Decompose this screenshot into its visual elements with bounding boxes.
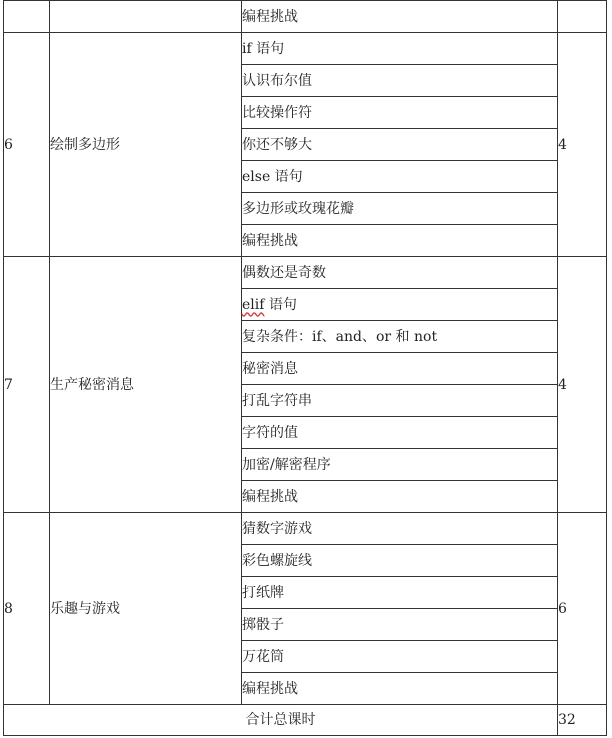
lesson-cell <box>242 193 558 225</box>
unit-name-cell <box>50 1 242 33</box>
hours-cell: 4 <box>558 33 607 257</box>
lesson-cell <box>242 225 558 257</box>
lesson-cell <box>242 65 558 97</box>
lesson-text: 编程挑战 <box>242 488 298 505</box>
lesson-text: if 语句 <box>242 40 285 57</box>
course-schedule-table <box>3 0 607 736</box>
lesson-text: elif 语句 <box>242 296 297 313</box>
lesson-text: 多边形或玫瑰花瓣 <box>242 200 354 217</box>
lesson-text: 猜数字游戏 <box>242 520 312 537</box>
lesson-cell <box>242 417 558 449</box>
total-hours-label: 合计总课时 <box>4 705 558 736</box>
lesson-text: 彩色螺旋线 <box>242 552 312 569</box>
lesson-text: 打纸牌 <box>242 584 284 601</box>
lesson-cell <box>242 321 558 353</box>
lesson-cell <box>242 545 558 577</box>
hours-cell <box>558 1 607 33</box>
table-row <box>4 257 607 289</box>
lesson-text: 偶数还是奇数 <box>242 264 326 281</box>
lesson-cell <box>242 257 558 289</box>
lesson-cell <box>242 673 558 705</box>
unit-name-cell: 生产秘密消息 <box>50 257 242 513</box>
lesson-text: 加密/解密程序 <box>242 456 331 473</box>
lesson-text: 秘密消息 <box>242 360 298 377</box>
lesson-cell <box>242 641 558 673</box>
lesson-cell <box>242 289 558 321</box>
hours-cell: 6 <box>558 513 607 705</box>
spellcheck-flagged-word: elif <box>242 296 265 313</box>
lesson-text: 编程挑战 <box>242 232 298 249</box>
lesson-cell <box>242 449 558 481</box>
lesson-cell <box>242 161 558 193</box>
lesson-cell <box>242 129 558 161</box>
lesson-cell <box>242 481 558 513</box>
lesson-cell <box>242 513 558 545</box>
lesson-cell: 编程挑战 <box>242 1 558 33</box>
lesson-text: 编程挑战 <box>242 680 298 697</box>
lesson-cell <box>242 33 558 65</box>
unit-name-cell: 绘制多边形 <box>50 33 242 257</box>
lesson-text: else 语句 <box>242 168 303 185</box>
table-row <box>4 33 607 65</box>
number-cell <box>4 1 50 33</box>
unit-number-cell: 7 <box>4 257 50 513</box>
hours-cell: 4 <box>558 257 607 513</box>
table-row <box>4 513 607 545</box>
lesson-text: 复杂条件：if、and、or 和 not <box>242 328 438 345</box>
lesson-text: 掷骰子 <box>242 616 284 633</box>
unit-number-cell: 6 <box>4 33 50 257</box>
lesson-text: 字符的值 <box>242 424 298 441</box>
lesson-cell <box>242 97 558 129</box>
lesson-cell <box>242 353 558 385</box>
table-row <box>4 1 607 33</box>
lesson-text: 比较操作符 <box>242 104 312 121</box>
table-body <box>4 1 607 736</box>
total-row <box>4 705 607 736</box>
lesson-text: 认识布尔值 <box>242 72 312 89</box>
lesson-text: 打乱字符串 <box>242 392 312 409</box>
lesson-cell <box>242 609 558 641</box>
lesson-cell <box>242 385 558 417</box>
unit-name-cell: 乐趣与游戏 <box>50 513 242 705</box>
lesson-text: 你还不够大 <box>242 136 312 153</box>
lesson-text: 万花筒 <box>242 648 284 665</box>
lesson-cell <box>242 577 558 609</box>
total-hours-value: 32 <box>558 705 607 736</box>
unit-number-cell: 8 <box>4 513 50 705</box>
